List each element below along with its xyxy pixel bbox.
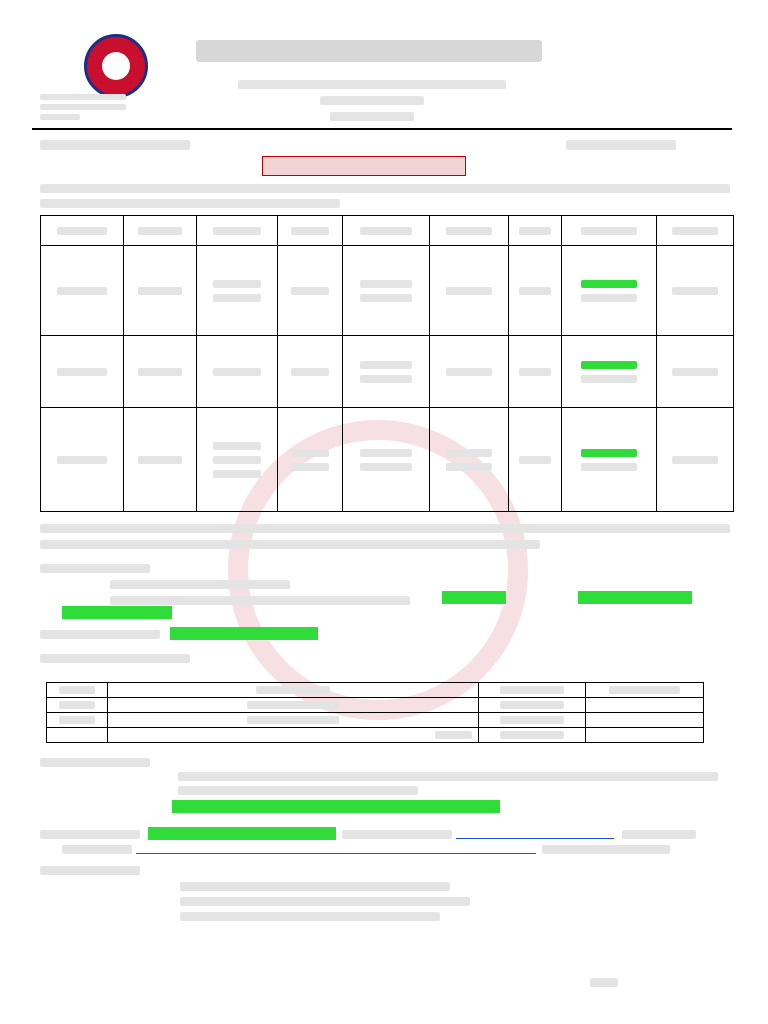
reference-placeholder bbox=[40, 140, 190, 150]
admission-table bbox=[40, 215, 734, 512]
application-heading-placeholder bbox=[40, 564, 150, 573]
school-logo bbox=[84, 34, 148, 98]
offline-method-placeholder bbox=[110, 580, 290, 589]
title-placeholder bbox=[196, 40, 542, 62]
subtitle-placeholder bbox=[238, 80, 506, 89]
deadline-highlight-placeholder bbox=[170, 627, 318, 640]
letterhead bbox=[0, 22, 768, 130]
contact-placeholder-2 bbox=[40, 104, 126, 110]
deadline-label-placeholder bbox=[40, 630, 160, 639]
established-placeholder bbox=[330, 112, 414, 121]
result-highlight-placeholder bbox=[148, 827, 336, 840]
online-highlight-placeholder-1 bbox=[442, 591, 506, 604]
online-highlight-placeholder-3 bbox=[62, 606, 172, 619]
contact-placeholder-1 bbox=[40, 94, 126, 100]
online-highlight-placeholder-2 bbox=[578, 591, 692, 604]
transport-heading-placeholder bbox=[40, 758, 150, 767]
contact-line-placeholder-3 bbox=[180, 912, 440, 921]
address-placeholder bbox=[320, 96, 424, 105]
transport-line-placeholder-1 bbox=[178, 772, 718, 781]
transport-highlight-placeholder bbox=[172, 800, 500, 813]
fee-table bbox=[46, 682, 704, 743]
intro-line-placeholder-1 bbox=[40, 184, 730, 193]
intro-line-placeholder-2 bbox=[40, 199, 340, 208]
result-line-placeholder-2 bbox=[622, 830, 696, 839]
fee-heading-placeholder bbox=[40, 654, 190, 663]
contact-heading-placeholder bbox=[40, 866, 140, 875]
notice-banner-placeholder bbox=[262, 156, 466, 176]
facebook-link-placeholder[interactable] bbox=[136, 853, 536, 854]
online-method-placeholder bbox=[110, 596, 410, 605]
age-limit-placeholder-2 bbox=[40, 540, 540, 549]
header-rule bbox=[32, 128, 732, 130]
transport-line-placeholder-2 bbox=[178, 786, 418, 795]
result-line-placeholder-1 bbox=[342, 830, 452, 839]
contact-placeholder-3 bbox=[40, 114, 80, 120]
date-placeholder bbox=[566, 140, 676, 150]
contact-line-placeholder-1 bbox=[180, 882, 450, 891]
result-line-placeholder-3 bbox=[62, 845, 132, 854]
contact-line-placeholder-2 bbox=[180, 897, 470, 906]
signature-placeholder bbox=[590, 978, 618, 987]
age-limit-placeholder-1 bbox=[40, 524, 730, 533]
result-line-placeholder-4 bbox=[542, 845, 670, 854]
website-link-placeholder[interactable] bbox=[456, 838, 614, 839]
result-label-placeholder bbox=[40, 830, 140, 839]
